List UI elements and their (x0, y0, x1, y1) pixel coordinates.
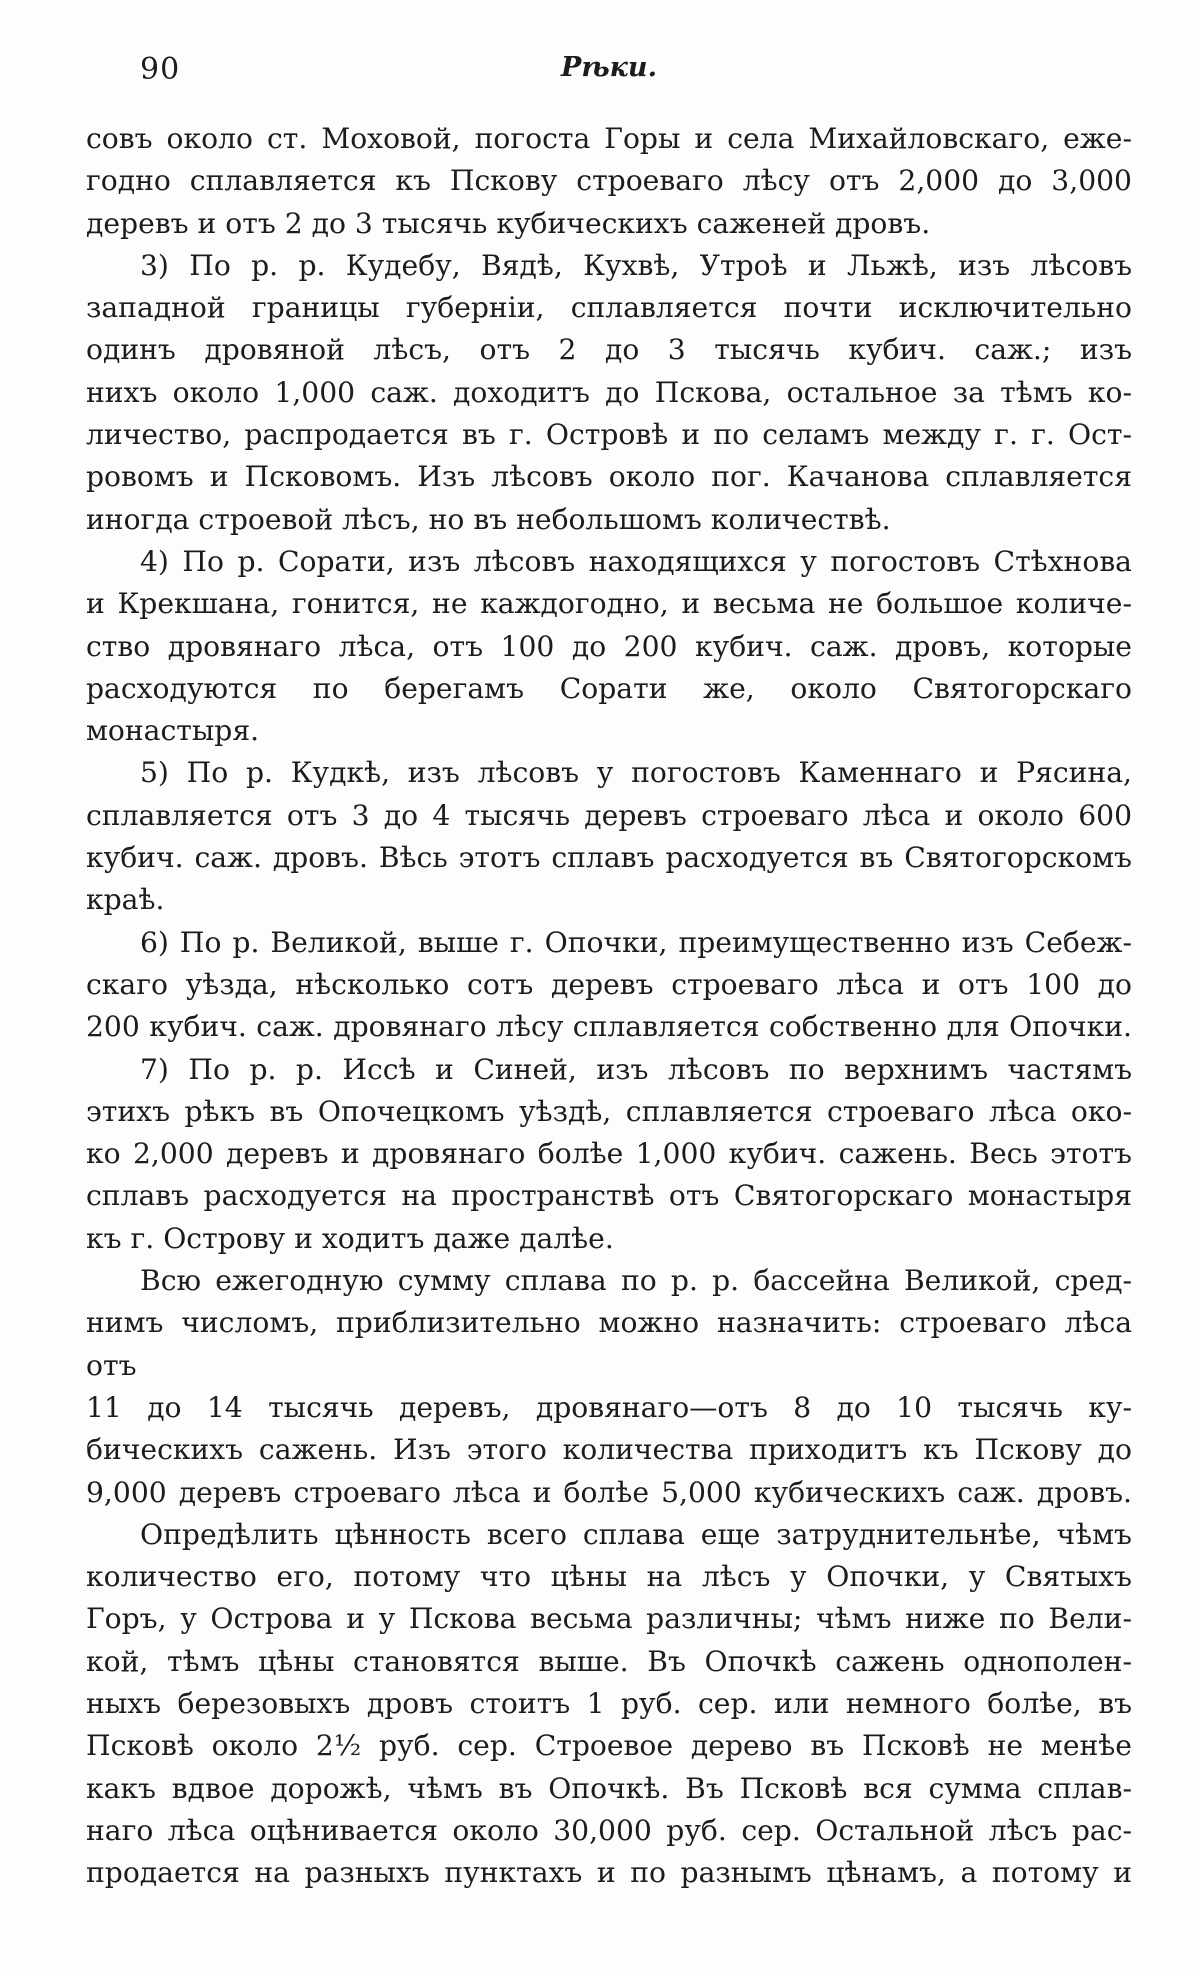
paragraph-valuation (86, 1514, 1132, 1895)
text-line: 200 кубич. саж. дровянаго лѣсу сплавляется собственно для Опочки. (86, 1010, 1132, 1044)
text-line: Горъ, у Острова и у Пскова весьма различны; чѣмъ ниже по Вели- (86, 1602, 1132, 1636)
text-line: 3) По р. р. Кудебу, Вядѣ, Кухвѣ, Утроѣ и Льжѣ, изъ лѣсовъ (140, 248, 1132, 282)
paragraph-summary (86, 1260, 1132, 1514)
text-line: скаго уѣзда, нѣсколько сотъ деревъ строеваго лѣса и отъ 100 до (86, 967, 1132, 1001)
text-line: иногда строевой лѣсъ, но въ небольшомъ количествѣ. (86, 502, 891, 536)
page-body (86, 118, 1132, 1894)
page-header (86, 52, 1132, 112)
text-line: 4) По р. Сорати, изъ лѣсовъ находящихся у погостовъ Стѣхнова (140, 544, 1132, 578)
text-line: сплавъ расходуется на пространствѣ отъ Святогорскаго монастыря (86, 1179, 1132, 1213)
text-line: наго лѣса оцѣнивается около 30,000 руб. сер. Остальной лѣсъ рас- (86, 1813, 1132, 1847)
text-line: совъ около ст. Моховой, погоста Горы и села Михайловскаго, еже- (86, 122, 1132, 155)
paragraph-continuation (86, 118, 1132, 203)
text-line: нихъ около 1,000 саж. доходитъ до Пскова, остальное за тѣмъ ко- (86, 375, 1132, 409)
paragraph-item-6 (86, 922, 1132, 1049)
text-line: Опредѣлить цѣнность всего сплава еще затруднительнѣе, чѣмъ (140, 1517, 1132, 1551)
text-line: ство дровянаго лѣса, отъ 100 до 200 кубич. саж. дровъ, которые (86, 629, 1132, 663)
text-line: одинъ дровяной лѣсъ, отъ 2 до 3 тысячь кубич. саж.; изъ (86, 333, 1132, 367)
text-line: кой, тѣмъ цѣны становятся выше. Въ Опочкѣ сажень однополен- (86, 1644, 1132, 1678)
text-line: 9,000 деревъ строеваго лѣса и болѣе 5,000 кубическихъ саж. дровъ. (86, 1475, 1132, 1509)
text-line: Всю ежегодную сумму сплава по р. р. бассейна Великой, сред- (140, 1264, 1132, 1298)
paragraph-item-7-end (86, 1218, 1132, 1260)
paragraph-item-3-end (86, 499, 1132, 541)
text-line: Псковѣ около 2½ руб. сер. Строевое дерево въ Псковѣ не менѣе (86, 1729, 1132, 1763)
text-line: 5) По р. Кудкѣ, изъ лѣсовъ у погостовъ Каменнаго и Рясина, (140, 756, 1132, 790)
text-line: ныхъ березовыхъ дровъ стоитъ 1 руб. сер. или немного болѣе, въ (86, 1686, 1132, 1720)
running-title: Рѣки. (561, 52, 657, 83)
text-line: продается на разныхъ пунктахъ и по разнымъ цѣнамъ, а потому и (86, 1856, 1132, 1890)
text-line: деревъ и отъ 2 до 3 тысячь кубическихъ саженей дровъ. (86, 206, 931, 240)
page-number: 90 (140, 52, 181, 87)
text-line: этихъ рѣкъ въ Опочецкомъ уѣздѣ, сплавляется строеваго лѣса око- (86, 1094, 1132, 1128)
text-line: какъ вдвое дорожѣ, чѣмъ въ Опочкѣ. Въ Псковѣ вся сумма сплав- (86, 1771, 1132, 1805)
text-line: ко 2,000 деревъ и дровянаго болѣе 1,000 кубич. сажень. Весь этотъ (86, 1137, 1132, 1171)
paragraph-item-5 (86, 752, 1132, 879)
text-line: расходуются по берегамъ Сорати же, около Святогорскаго монастыря. (86, 671, 1132, 748)
text-line: ровомъ и Псковомъ. Изъ лѣсовъ около пог. Качанова сплавляется (86, 460, 1132, 494)
text-line: количество его, потому что цѣны на лѣсъ у Опочки, у Святыхъ (86, 1560, 1132, 1594)
text-line: къ г. Острову и ходитъ даже далѣе. (86, 1221, 614, 1255)
text-line: личество, распродается въ г. Островѣ и по селамъ между г. г. Ост- (86, 418, 1132, 452)
text-line: сплавляется отъ 3 до 4 тысячь деревъ строеваго лѣса и около 600 (86, 798, 1132, 832)
text-line: бическихъ сажень. Изъ этого количества приходитъ къ Пскову до (86, 1433, 1132, 1467)
text-line: 6) По р. Великой, выше г. Опочки, преимущественно изъ Себеж- (140, 925, 1132, 959)
text-line: и Крекшана, гонится, не каждогодно, и весьма не большое количе- (86, 587, 1132, 621)
paragraph-item-5-end (86, 879, 1132, 921)
text-line: кубич. саж. дровъ. Вѣсь этотъ сплавъ расходуется въ Святогорскомъ (86, 841, 1132, 875)
paragraph-item-3 (86, 245, 1132, 499)
paragraph-item-7 (86, 1049, 1132, 1218)
text-line: годно сплавляется къ Пскову строеваго лѣсу отъ 2,000 до 3,000 (86, 164, 1132, 198)
text-line: нимъ числомъ, приблизительно можно назначить: строеваго лѣса отъ (86, 1306, 1132, 1382)
text-line: 7) По р. р. Иссѣ и Синей, изъ лѣсовъ по верхнимъ частямъ (140, 1052, 1132, 1086)
book-page (0, 52, 1200, 1974)
paragraph-item-4 (86, 541, 1132, 752)
text-line: краѣ. (86, 883, 165, 917)
paragraph-continuation-end (86, 203, 1132, 245)
text-line: западной границы губерніи, сплавляется почти исключительно (86, 291, 1132, 325)
text-line: 11 до 14 тысячь деревъ, дровянаго—отъ 8 до 10 тысячь ку- (86, 1390, 1132, 1424)
